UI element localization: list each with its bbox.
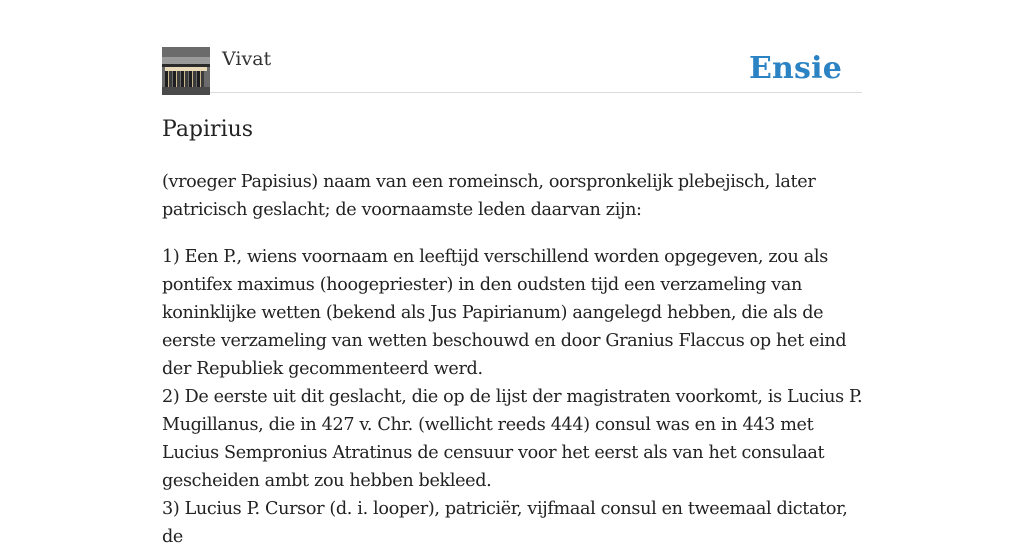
article-item-2: 2) De eerste uit dit geslacht, die op de lijst der magistraten voorkomt, is Lucius P. Mugillanus, die in 427 v. Chr. (wellicht reeds 444) consul was en in 443 met Lucius Sempronius Atratinus de censuur voor het eerst als van het consulaat gescheiden ambt zou hebben bekleed.	[162, 387, 863, 491]
page-title: Papirius	[162, 117, 254, 142]
site-header	[162, 47, 862, 93]
site-name[interactable]: Vivat	[222, 48, 272, 70]
article-item-1: 1) Een P., wiens voornaam en leeftijd verschillend worden opgegeven, zou als pontifex maximus (hoogepriester) in den oudsten tijd een verzameling van koninklijke wetten (bekend als Jus Papirianum) aangelegd hebben, die als de eerste verzameling van wetten beschouwd en door Granius Flaccus op het eind der Republiek gecommenteerd werd.	[162, 247, 847, 379]
article-intro: (vroeger Papisius) naam van een romeinsch, oorspronkelijk plebejisch, later patricisch geslacht; de voornaamste leden daarvan zijn:	[162, 172, 816, 220]
article-body	[162, 168, 868, 551]
bookshelf-avatar-icon[interactable]	[162, 47, 210, 95]
brand-logo[interactable]: Ensie	[748, 51, 842, 86]
article-item-3: 3) Lucius P. Cursor (d. i. looper), patriciër, vijfmaal consul en tweemaal dictator, de	[162, 499, 848, 547]
avatar-image	[162, 47, 210, 95]
